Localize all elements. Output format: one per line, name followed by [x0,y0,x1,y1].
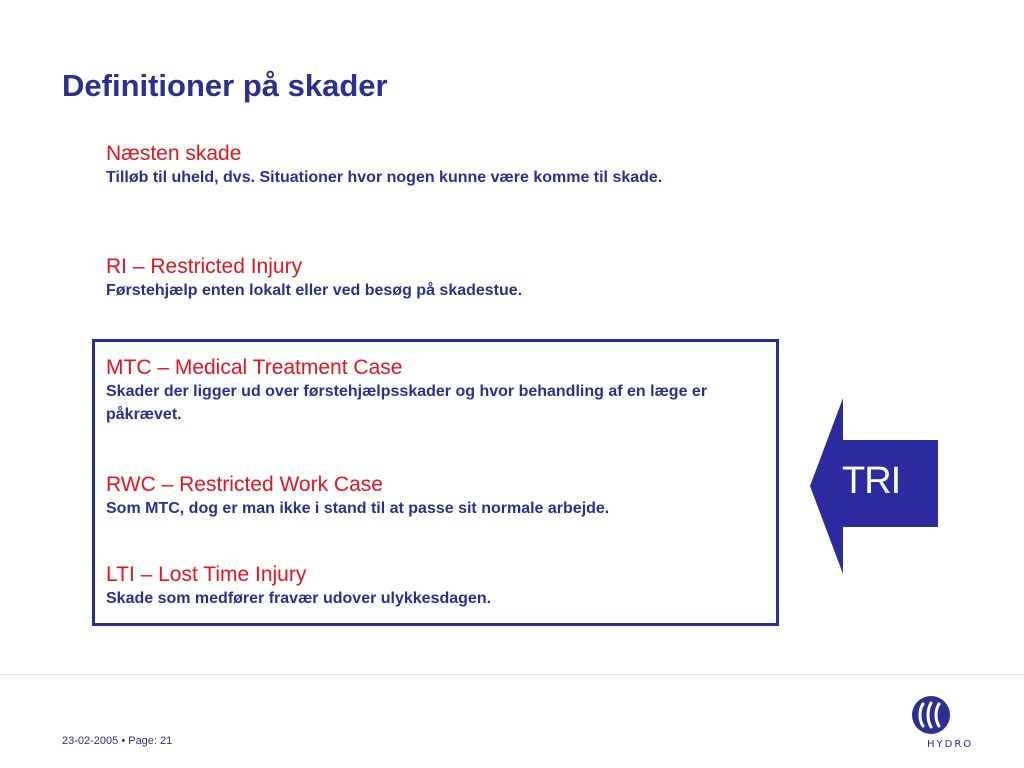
definition-description: Som MTC, dog er man ikke i stand til at passe sit normale arbejde. [106,500,610,517]
definition-naesten-skade [106,141,766,189]
slide-title: Definitioner på skader [62,68,388,103]
definition-heading: RI – Restricted Injury [106,255,303,278]
definition-restricted-work-case [106,472,756,520]
definition-heading: Næsten skade [106,142,242,165]
definition-description: Førstehjælp enten lokalt eller ved besøg på skadestue. [106,282,523,299]
definition-heading: RWC – Restricted Work Case [106,473,383,496]
definition-description: Skader der ligger ud over førstehjælpsskader og hvor behandling af en læge er påkrævet. [106,383,708,423]
definition-medical-treatment-case [106,355,756,426]
tri-label: TRI [842,460,901,502]
definition-heading: LTI – Lost Time Injury [106,563,307,586]
footer-date-page: 23-02-2005 • Page: 21 [62,735,173,747]
definition-description: Skade som medfører fravær udover ulykkesdagen. [106,590,492,607]
definition-lost-time-injury [106,562,756,610]
footer-divider [0,674,1024,675]
definition-restricted-injury [106,254,766,302]
hydro-logo-text: HYDRO [927,739,974,750]
definition-description: Tilløb til uheld, dvs. Situationer hvor nogen kunne være komme til skade. [106,169,663,186]
hydro-logo-icon [910,695,952,735]
definition-heading: MTC – Medical Treatment Case [106,356,403,379]
